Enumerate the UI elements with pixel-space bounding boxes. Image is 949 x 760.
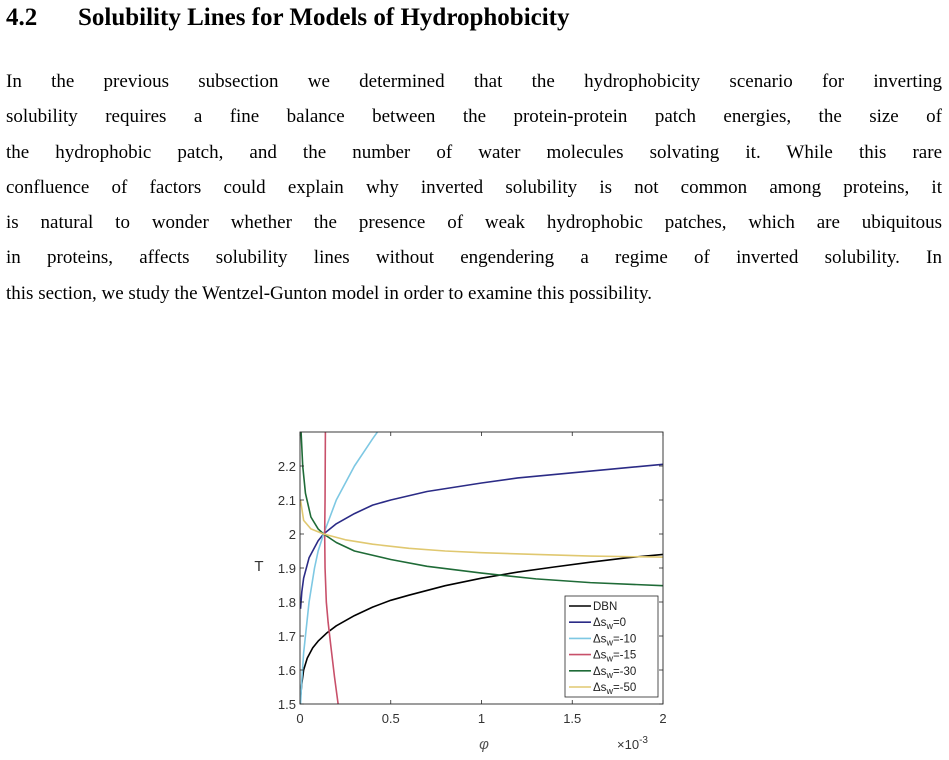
x-tick-label: 0 (296, 711, 304, 726)
y-tick-label: 2.2 (277, 459, 296, 474)
x-axis-label: φ (479, 736, 489, 753)
x-tick-label: 1.5 (563, 711, 582, 726)
x-tick-label: 2 (659, 711, 667, 726)
legend-label: $\Delta s_w=-50$ (593, 682, 637, 696)
paragraph-line: this section, we study the Wentzel-Gunton model in order to examine this possibility. (6, 282, 652, 304)
legend-label: $\Delta s_w=-10$ (593, 633, 637, 648)
y-axis-label: T (254, 558, 264, 575)
legend-label: $\Delta s_w=-30$ (593, 665, 637, 680)
x-exponent-label: $\times 10^{-3}$ (617, 735, 648, 752)
section-title: Solubility Lines for Models of Hydrophobicity (78, 4, 570, 31)
y-tick-label: 1.5 (277, 697, 296, 712)
paragraph-line: in proteins, affects solubility lines without engendering a regime of inverted solubility. In (6, 247, 942, 269)
y-tick-label: 1.9 (277, 561, 296, 576)
x-tick-label: 0.5 (381, 711, 400, 726)
y-tick-label: 1.6 (277, 663, 296, 678)
paragraph-line: solubility requires a fine balance between the protein-protein patch energies, the size of (6, 106, 942, 128)
y-tick-label: 2 (288, 527, 296, 542)
x-tick-label: 1 (477, 711, 486, 726)
paragraph-line: In the previous subsection we determined that the hydrophobicity scenario for inverting (6, 71, 942, 92)
y-tick-label: 2.1 (277, 493, 296, 508)
paragraph-line: confluence of factors could explain why inverted solubility is not common among proteins, it (6, 176, 942, 198)
section-number: 4.2 (6, 4, 38, 31)
legend (565, 596, 658, 697)
legend-label: $\Delta s_w=-15$ (593, 649, 637, 664)
paragraph-line: the hydrophobic patch, and the number of water molecules solvating it. While this rare (6, 141, 942, 163)
legend-label: DBN (593, 601, 618, 613)
paragraph-line: is natural to wonder whether the presence of weak hydrophobic patches, which are ubiquitous (6, 212, 942, 234)
y-tick-label: 1.7 (277, 629, 296, 644)
legend-label: $\Delta s_w=0$ (593, 617, 627, 632)
y-tick-label: 1.8 (277, 595, 296, 610)
